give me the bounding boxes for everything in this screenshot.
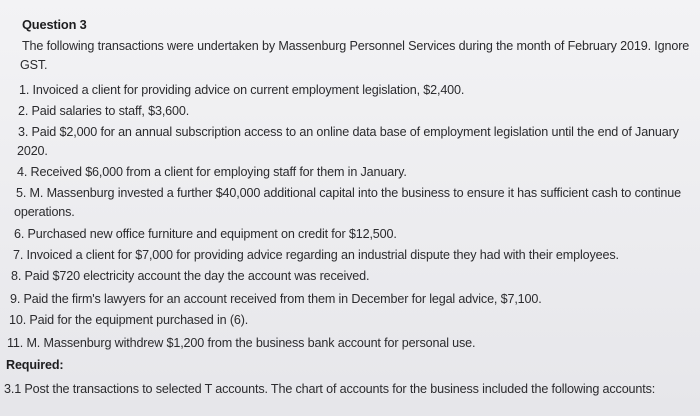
transaction-item: 11. M. Massenburg withdrew $1,200 from the business bank account for personal use. bbox=[7, 336, 476, 350]
required-text: 3.1 Post the transactions to selected T accounts. The chart of accounts for the business included the following accounts: bbox=[4, 382, 656, 396]
transaction-item: 2020. bbox=[17, 144, 48, 158]
required-label: Required: bbox=[6, 358, 64, 372]
transaction-item: 8. Paid $720 electricity account the day the account was received. bbox=[11, 269, 370, 283]
transaction-item: 3. Paid $2,000 for an annual subscription access to an online data base of employment legislation until the end of January bbox=[18, 125, 679, 139]
transaction-item: 7. Invoiced a client for $7,000 for providing advice regarding an industrial dispute they had with their employees. bbox=[13, 248, 619, 262]
intro-text-line-1: The following transactions were undertaken by Massenburg Personnel Services during the month of February 2019. Ignore bbox=[22, 39, 690, 53]
transaction-item: operations. bbox=[14, 205, 75, 219]
transaction-item: 6. Purchased new office furniture and equipment on credit for $12,500. bbox=[14, 227, 397, 241]
transaction-item: 9. Paid the firm's lawyers for an account received from them in December for legal advice, $7,100. bbox=[10, 292, 542, 306]
intro-text-line-2: GST. bbox=[20, 58, 48, 72]
transaction-item: 10. Paid for the equipment purchased in (6). bbox=[9, 313, 249, 327]
transaction-item: 1. Invoiced a client for providing advice on current employment legislation, $2,400. bbox=[19, 83, 465, 97]
transaction-item: 4. Received $6,000 from a client for employing staff for them in January. bbox=[17, 165, 407, 179]
transaction-item: 2. Paid salaries to staff, $3,600. bbox=[18, 104, 190, 118]
transaction-item: 5. M. Massenburg invested a further $40,000 additional capital into the business to ensure it has sufficient cash to continue bbox=[16, 186, 681, 200]
question-title: Question 3 bbox=[22, 17, 87, 32]
